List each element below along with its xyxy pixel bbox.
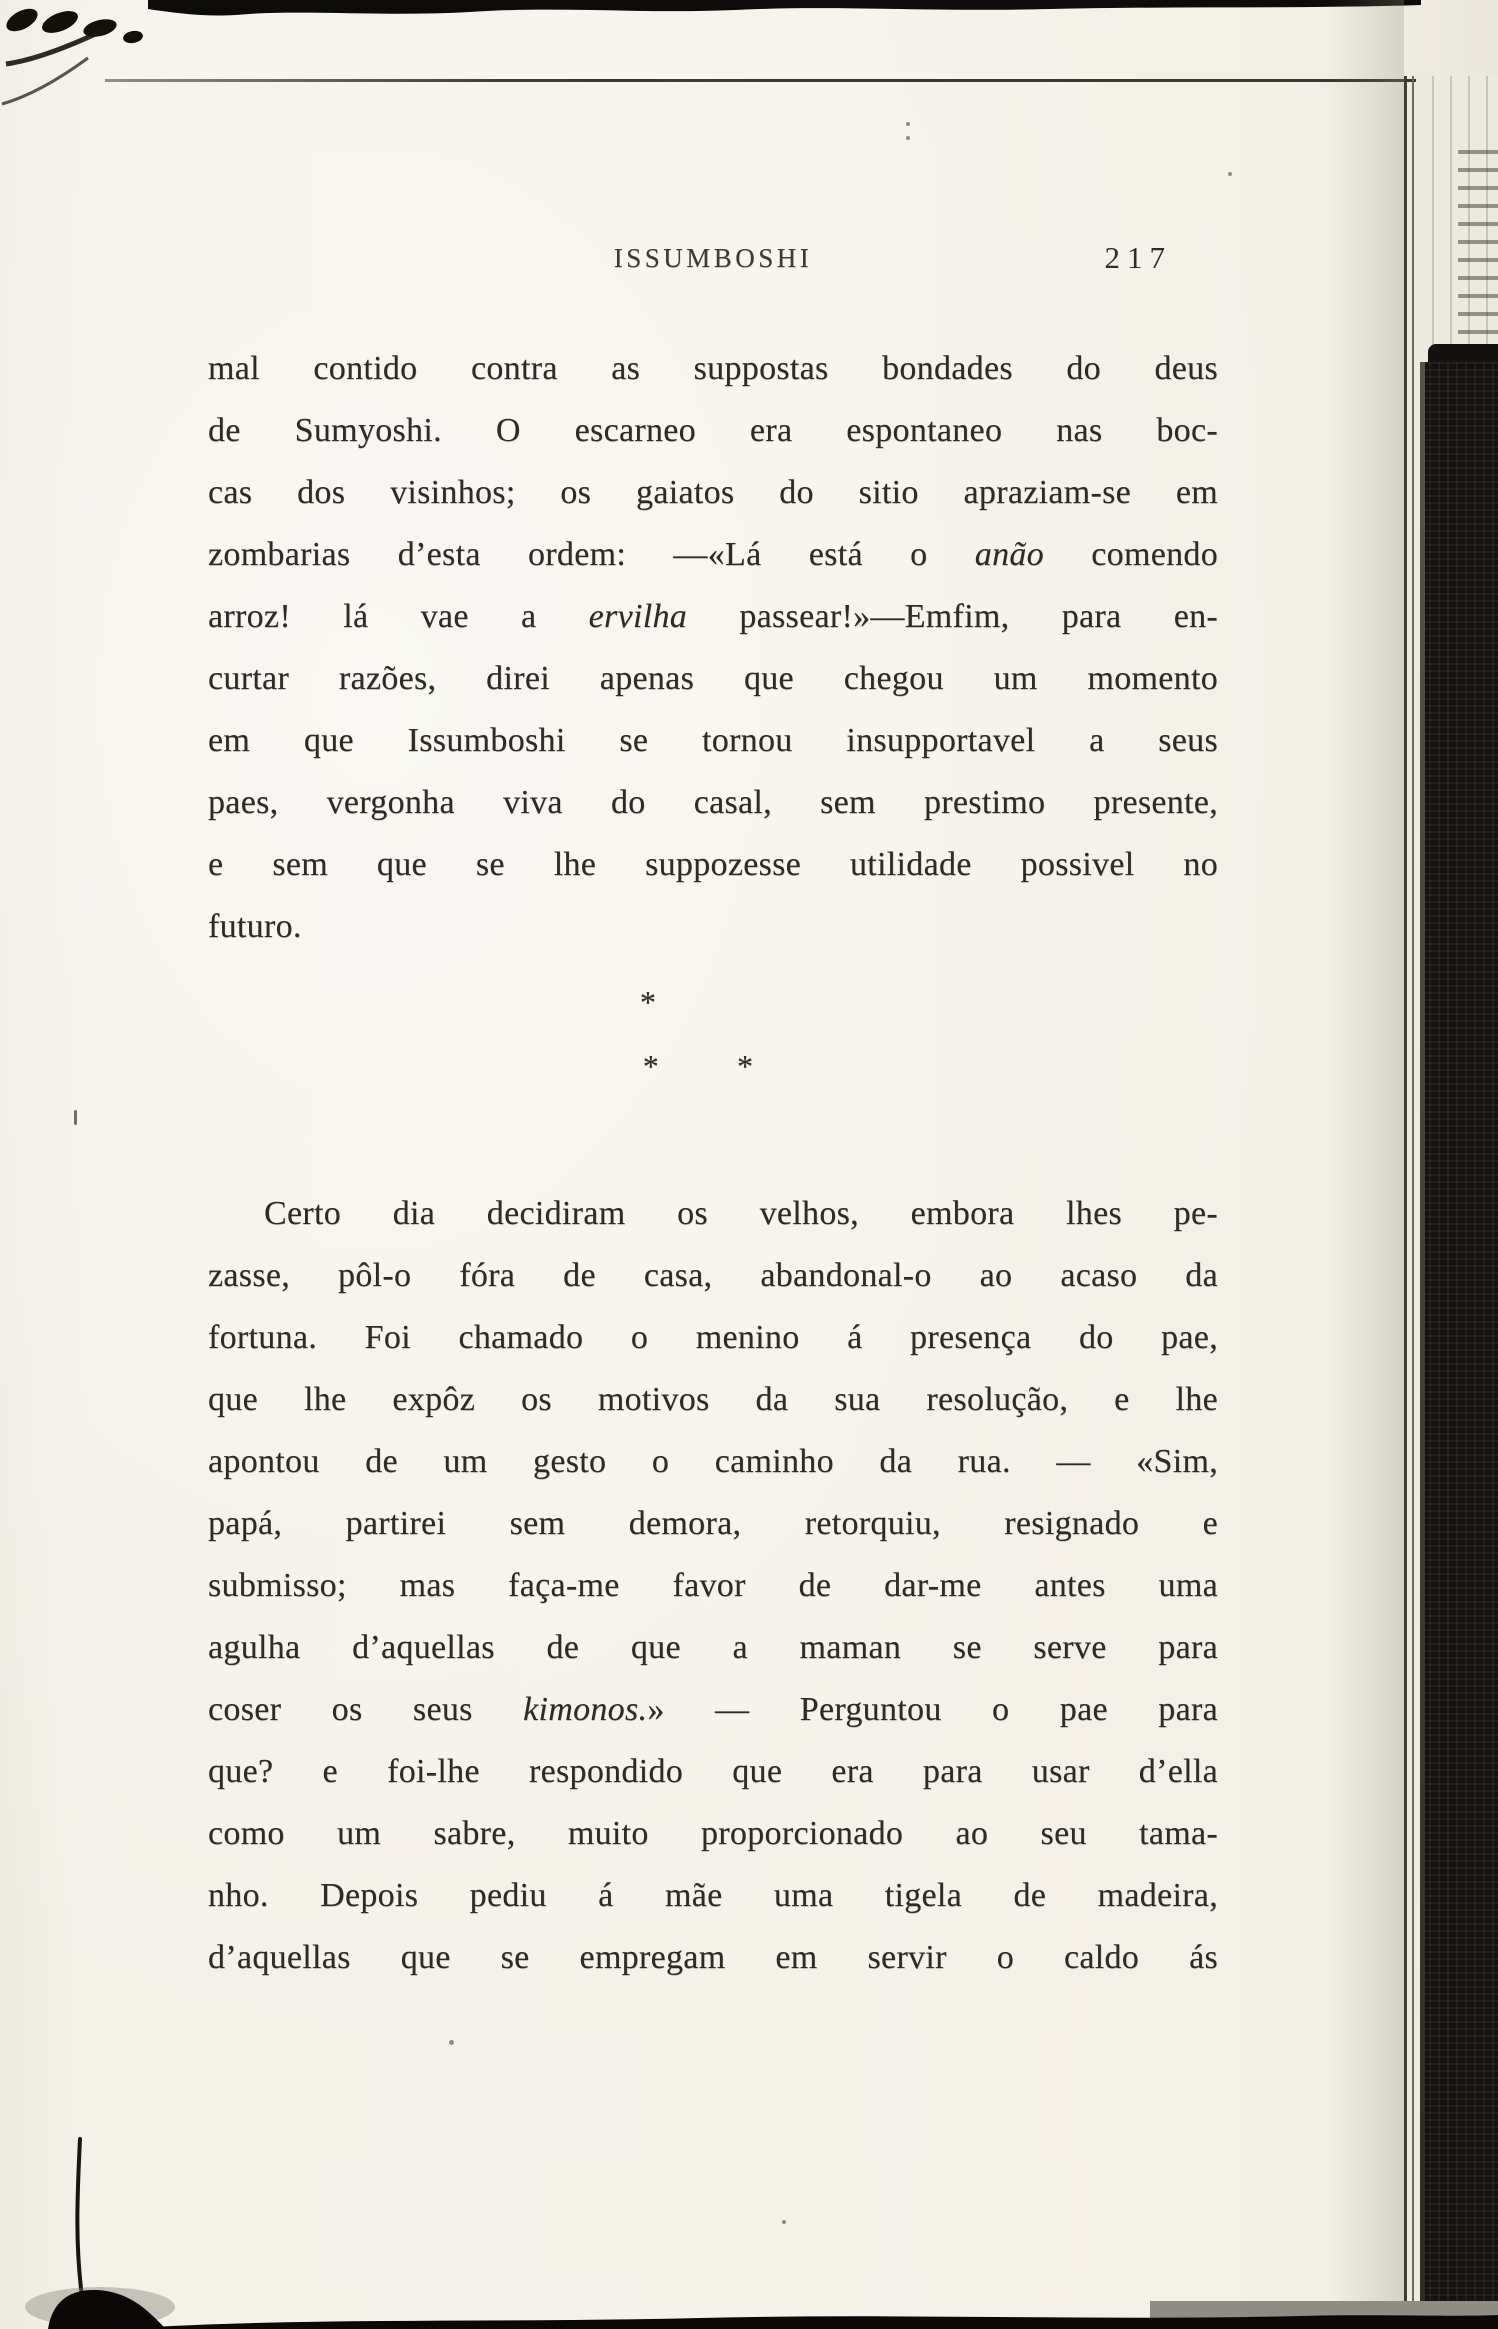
italic-text-run: kimonos. bbox=[523, 1691, 648, 1728]
text-run: zombarias d’esta ordem: —«Lá está o bbox=[208, 536, 975, 573]
text-run: d’aquellas que se empregam em servir o caldo ás bbox=[208, 1939, 1218, 1976]
text-line bbox=[208, 338, 1218, 400]
text-line bbox=[208, 1245, 1218, 1307]
text-line bbox=[208, 1183, 1218, 1245]
text-line bbox=[208, 1431, 1218, 1493]
running-title: ISSUMBOSHI bbox=[613, 243, 813, 273]
scan-speck bbox=[906, 122, 910, 126]
separator-asterisk: * bbox=[642, 1048, 659, 1084]
text-run: que? e foi-lhe respondido que era para usar d’ella bbox=[208, 1753, 1218, 1790]
text-line bbox=[208, 710, 1218, 772]
page-edge-ticks bbox=[1458, 150, 1498, 365]
scan-speck bbox=[1228, 172, 1232, 176]
italic-text-run: ervilha bbox=[588, 598, 688, 635]
body-text bbox=[208, 338, 1218, 1989]
scan-speck bbox=[782, 2220, 786, 2224]
text-run: » — Perguntou o pae para bbox=[647, 1691, 1218, 1728]
text-run: mal contido contra as suppostas bondades do deus bbox=[208, 350, 1218, 387]
text-run: futuro. bbox=[208, 908, 302, 945]
text-run: que lhe expôz os motivos da sua resolução, e lhe bbox=[208, 1381, 1218, 1418]
text-line bbox=[208, 648, 1218, 710]
page-number: 217 bbox=[1104, 240, 1172, 275]
text-line bbox=[208, 1307, 1218, 1369]
text-line bbox=[208, 772, 1218, 834]
text-run: papá, partirei sem demora, retorquiu, resignado e bbox=[208, 1505, 1218, 1542]
italic-text-run: anão bbox=[974, 536, 1044, 573]
scan-tick-mark bbox=[74, 1110, 77, 1125]
text-run: Certo dia decidiram os velhos, embora lhes pe- bbox=[264, 1195, 1218, 1232]
binding-shadow bbox=[1330, 0, 1404, 2329]
text-line bbox=[208, 1555, 1218, 1617]
text-line bbox=[208, 1493, 1218, 1555]
paragraph bbox=[208, 338, 1218, 958]
scan-artifact-corner-marks bbox=[0, 0, 220, 150]
text-line bbox=[208, 1741, 1218, 1803]
separator-asterisk-row bbox=[208, 1048, 1188, 1085]
book-edge-band bbox=[1420, 362, 1498, 2329]
text-line bbox=[208, 400, 1218, 462]
text-run: coser os seus bbox=[208, 1691, 524, 1728]
text-line bbox=[208, 524, 1218, 586]
text-line bbox=[208, 1865, 1218, 1927]
text-line bbox=[208, 1679, 1218, 1741]
text-run: nho. Depois pediu á mãe uma tigela de madeira, bbox=[208, 1877, 1218, 1914]
scan-speck bbox=[906, 136, 910, 140]
scan-artifact-bottom-edge bbox=[0, 2099, 1498, 2329]
text-line bbox=[208, 1617, 1218, 1679]
page-header bbox=[208, 240, 1218, 287]
text-run: comendo bbox=[1043, 536, 1219, 573]
scan-artifact-top-edge bbox=[0, 0, 1498, 40]
text-run: como um sabre, muito proporcionado ao seu tama- bbox=[208, 1815, 1218, 1852]
text-run: fortuna. Foi chamado o menino á presença do pae, bbox=[208, 1319, 1218, 1356]
page-edge-line bbox=[1404, 76, 1407, 2329]
text-line bbox=[208, 1927, 1218, 1989]
section-separator bbox=[208, 978, 1218, 1128]
text-line bbox=[208, 586, 1218, 648]
text-run: submisso; mas faça-me favor de dar-me antes uma bbox=[208, 1567, 1218, 1604]
paragraph bbox=[208, 1183, 1218, 1989]
scan-artifact-top-rule bbox=[105, 79, 1417, 82]
text-line bbox=[208, 834, 1218, 896]
text-run: zasse, pôl-o fóra de casa, abandonal-o ao acaso da bbox=[208, 1257, 1218, 1294]
text-run: apontou de um gesto o caminho da rua. — «Sim, bbox=[208, 1443, 1218, 1480]
text-line bbox=[208, 1369, 1218, 1431]
text-run: arroz! lá vae a bbox=[208, 598, 589, 635]
separator-asterisk-top: * bbox=[639, 984, 657, 1020]
text-run: cas dos visinhos; os gaiatos do sitio apraziam-se em bbox=[208, 474, 1218, 511]
text-line bbox=[208, 896, 1218, 958]
text-run: passear!»—Emfim, para en- bbox=[687, 598, 1219, 635]
page-edge-line-secondary bbox=[1412, 76, 1414, 2329]
text-run: de Sumyoshi. O escarneo era espontaneo nas boc- bbox=[208, 412, 1218, 449]
text-run: em que Issumboshi se tornou insupportavel a seus bbox=[208, 722, 1218, 759]
separator-asterisk: * bbox=[737, 1048, 754, 1084]
text-line bbox=[208, 1803, 1218, 1865]
scan-speck bbox=[449, 2040, 454, 2045]
text-run: e sem que se lhe suppozesse utilidade possivel no bbox=[208, 846, 1218, 883]
text-line bbox=[208, 462, 1218, 524]
text-run: paes, vergonha viva do casal, sem prestimo presente, bbox=[208, 784, 1218, 821]
text-run: curtar razões, direi apenas que chegou um momento bbox=[208, 660, 1218, 697]
text-run: agulha d’aquellas de que a maman se serve para bbox=[208, 1629, 1218, 1666]
